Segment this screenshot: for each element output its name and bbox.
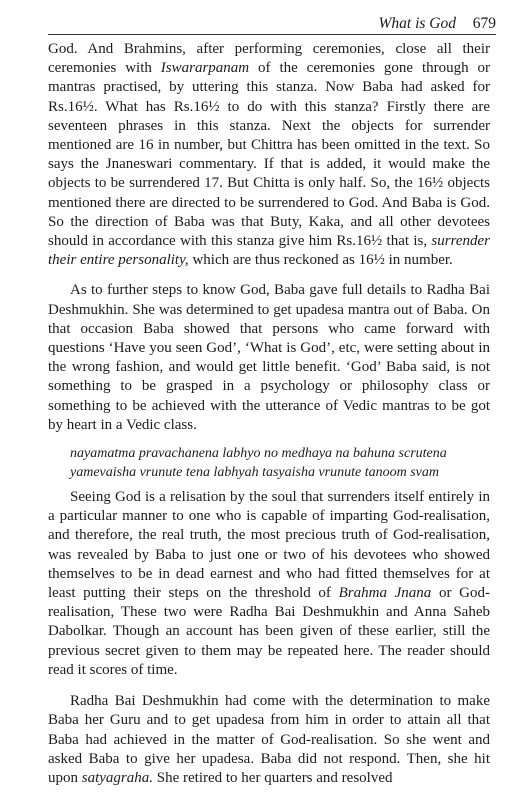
paragraph-1-italic-a: Iswararpanam bbox=[160, 60, 250, 77]
paragraph-1-text-b: of the ceremonies gone through or mantras practised, by uttering this stanza. Now Baba had asked for Rs.16½. What has Rs.16½ to do with this stanza? Firstly there are seventeen phrases in this stanza. Next the objects for surrender mentioned are 16 in number, but Chittra has been omitted in the text. So says the Jnaneswari commentary. If that is added, it would make the objects to be surrendered 17. But Chitta is only half. So, the 16½ objects mentioned there are directed to be surrendered to God. And Baba is God. So the direction of Baba was that Buty, Kaka, and all other devotees should in accordance with this stanza give him Rs.16½ that is, bbox=[48, 60, 491, 250]
paragraph-1-text-c: which are thus reckoned as 16½ in number. bbox=[188, 252, 453, 269]
body-text bbox=[48, 40, 490, 788]
paragraph-1-text-a: God. And Brahmins, after performing ceremonies, close all their ceremonies with bbox=[48, 41, 490, 77]
paragraph-3-italic-a: Brahma Jnana bbox=[338, 585, 432, 602]
paragraph-1 bbox=[48, 40, 490, 270]
page-number: 679 bbox=[472, 15, 496, 32]
paragraph-4-text-b: She retired to her quarters and resolved bbox=[153, 769, 393, 786]
paragraph-1-italic-b: surrender their entire personality, bbox=[48, 233, 490, 269]
paragraph-4-text-a: Radha Bai Deshmukhin had come with the determination to make Baba her Guru and to get upadesa from him in order to attain all that Baba had achieved in the matter of God-realisation. So she went and asked Baba to give her upadesa. Baba did not respond. Then, she hit upon bbox=[48, 693, 490, 786]
verse-line-2: yamevaisha vrunute tena labhyah tasyaisha vrunute tanoom svam bbox=[70, 464, 439, 480]
running-head: What is God bbox=[378, 15, 456, 32]
paragraph-3-text-b: or God-realisation, These two were Radha Bai Deshmukhin and Anna Saheb Dabolkar. Though an account has been given of these earlier, still the previous secret given to them may be repeated here. The reader should read it scores of time. bbox=[48, 585, 491, 678]
paragraph-3-text-a: Seeing God is a relisation by the soul that surrenders itself entirely in a particular manner to one who is capable of imparting God-realisation, and therefore, the real truth, the most precious truth of God-realisation, was revealed by Baba to just one or two of his devotees who showed themselves to be in dead earnest and who had fitted themselves for at least putting their steps on the threshold of bbox=[48, 489, 490, 602]
paragraph-3 bbox=[48, 488, 490, 680]
paragraph-4 bbox=[48, 692, 490, 788]
page-header bbox=[48, 14, 496, 35]
paragraph-4-italic-a: satyagraha. bbox=[81, 769, 153, 786]
paragraph-2: As to further steps to know God, Baba gave full details to Radha Bai Deshmukhin. She was determined to get upadesa mantra out of Baba. On that occasion Baba showed that persons who came forward with questions ‘Have you seen God’, ‘What is God’, etc, were setting about in the wrong fashion, and would get little benefit. ‘God’ Baba said, is not something to be grasped in a psychology or philosophy class or something to be achieved with the utterance of Vedic mantras to be got by heart in a Vedic class. bbox=[48, 282, 490, 433]
verse-line-1: nayamatma pravachanena labhyo no medhaya na bahuna scrutena bbox=[70, 446, 447, 462]
verse-quote bbox=[48, 445, 490, 482]
